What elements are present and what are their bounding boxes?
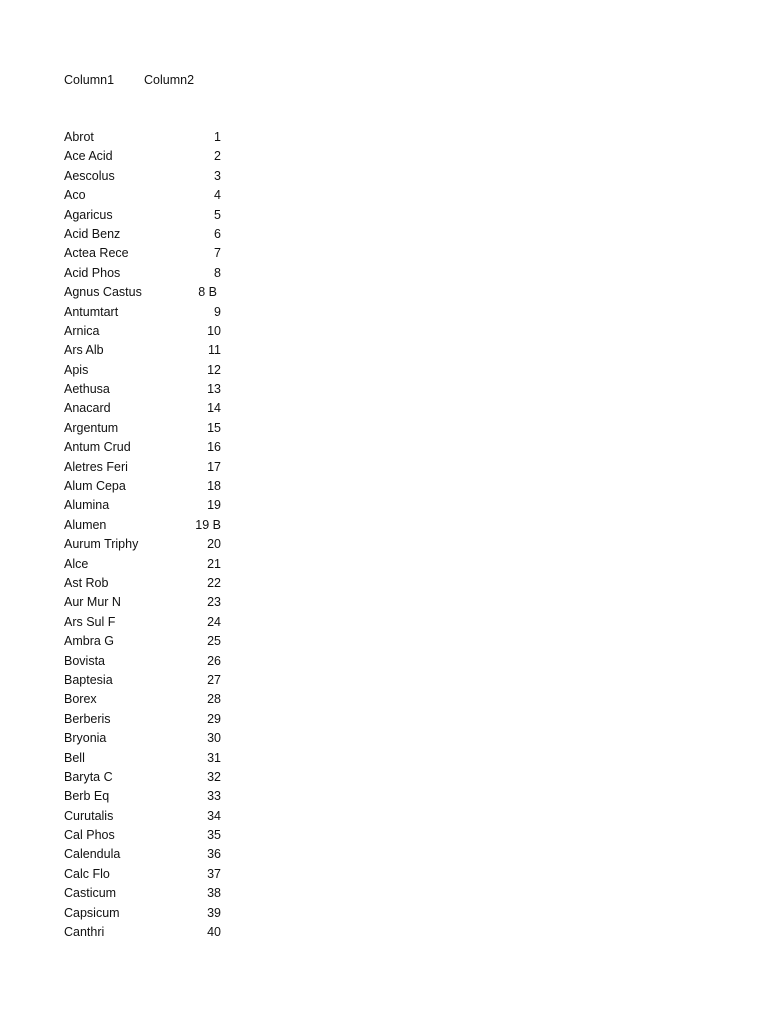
column2-header: Column2	[144, 73, 195, 87]
remedy-name-cell: Anacard	[64, 401, 111, 416]
remedy-name-cell: Aco	[64, 188, 86, 203]
number-cell: 12	[207, 362, 221, 377]
table-row	[64, 322, 224, 341]
table-row	[64, 884, 224, 903]
remedy-name-cell: Aurum Triphy	[64, 537, 139, 552]
table-row	[64, 729, 224, 748]
remedy-name-cell: Baryta C	[64, 769, 113, 784]
remedy-name-cell: Agaricus	[64, 207, 113, 222]
table-row	[64, 303, 224, 322]
remedy-name-cell: Ast Rob	[64, 575, 109, 590]
number-cell: 5	[214, 207, 221, 222]
remedy-name-cell: Aethusa	[64, 382, 110, 397]
table-row	[64, 283, 224, 302]
remedy-name-cell: Apis	[64, 362, 89, 377]
number-cell: 13	[207, 382, 221, 397]
table-row	[64, 671, 224, 690]
number-cell: 10	[207, 323, 221, 338]
remedy-name-cell: Ambra G	[64, 634, 115, 649]
number-cell: 1	[214, 130, 221, 144]
remedy-name-cell: Bryonia	[64, 731, 107, 746]
table-row	[64, 535, 224, 554]
number-cell: 17	[207, 459, 221, 474]
number-cell: 18	[207, 479, 221, 494]
table-row	[64, 710, 224, 729]
number-cell: 11	[208, 343, 221, 358]
number-cell: 2	[214, 149, 221, 164]
remedy-name-cell: Argentum	[64, 420, 119, 435]
number-cell: 21	[207, 556, 221, 571]
table-row	[64, 206, 224, 225]
remedy-name-cell: Ars Sul F	[64, 614, 116, 629]
remedy-name-cell: Aur Mur N	[64, 595, 121, 610]
remedy-name-cell: Alumina	[64, 498, 110, 513]
remedy-name-cell: Acid Phos	[64, 265, 121, 280]
number-cell: 37	[207, 866, 221, 881]
table-row	[64, 845, 224, 864]
number-cell: 36	[207, 847, 221, 862]
remedy-name-cell: Arnica	[64, 323, 100, 338]
remedy-name-cell: Alum Cepa	[64, 479, 126, 494]
number-cell: 28	[207, 692, 221, 707]
table-row	[64, 458, 224, 477]
table-row	[64, 574, 224, 593]
table-row	[64, 264, 224, 283]
number-cell: 32	[207, 769, 221, 784]
table-row	[64, 768, 224, 787]
remedy-name-cell: Antum Crud	[64, 440, 131, 455]
table-row	[64, 186, 224, 205]
number-cell: 38	[207, 886, 221, 901]
table-row	[64, 749, 224, 768]
table-row	[64, 147, 224, 166]
remedy-name-cell: Alumen	[64, 517, 107, 532]
remedy-name-cell: Ace Acid	[64, 149, 113, 164]
table-row	[64, 167, 224, 186]
table-row	[64, 128, 224, 147]
table-row	[64, 477, 224, 496]
number-cell: 35	[207, 828, 221, 843]
table-row	[64, 593, 224, 612]
number-cell: 27	[207, 672, 221, 687]
number-cell: 31	[207, 750, 221, 765]
remedy-name-cell: Berberis	[64, 711, 111, 726]
number-cell: 15	[207, 420, 221, 435]
number-cell: 3	[214, 168, 221, 183]
table-row	[64, 496, 224, 515]
remedy-name-cell: Calc Flo	[64, 866, 110, 881]
table-row	[64, 341, 224, 360]
number-cell: 7	[214, 246, 221, 261]
number-cell: 24	[207, 614, 221, 629]
remedy-name-cell: Berb Eq	[64, 789, 110, 804]
table-row	[64, 419, 224, 438]
number-cell: 22	[207, 575, 221, 590]
table-row	[64, 690, 224, 709]
remedy-name-cell: Cal Phos	[64, 828, 115, 843]
table-row	[64, 826, 224, 845]
table-row	[64, 787, 224, 806]
number-cell: 16	[207, 440, 221, 455]
number-cell: 8 B	[198, 285, 217, 300]
remedy-name-cell: Baptesia	[64, 672, 113, 687]
remedy-name-cell: Aletres Feri	[64, 459, 128, 474]
remedy-name-cell: Curutalis	[64, 808, 114, 823]
number-cell: 34	[207, 808, 221, 823]
header-row	[64, 71, 264, 89]
data-table	[64, 128, 224, 942]
table-row	[64, 244, 224, 263]
remedy-name-cell: Capsicum	[64, 905, 120, 920]
remedy-name-cell: Canthri	[64, 925, 105, 940]
table-row	[64, 555, 224, 574]
remedy-name-cell: Aescolus	[64, 168, 115, 183]
remedy-name-cell: Actea Rece	[64, 246, 129, 261]
table-row	[64, 516, 224, 535]
table-row	[64, 807, 224, 826]
number-cell: 33	[207, 789, 221, 804]
number-cell: 20	[207, 537, 221, 552]
number-cell: 9	[214, 304, 221, 319]
table-row	[64, 632, 224, 651]
remedy-name-cell: Antumtart	[64, 304, 119, 319]
table-row	[64, 923, 224, 942]
table-row	[64, 613, 224, 632]
number-cell: 4	[214, 188, 221, 203]
number-cell: 23	[207, 595, 221, 610]
remedy-name-cell: Bovista	[64, 653, 105, 668]
number-cell: 40	[207, 925, 221, 940]
table-row	[64, 399, 224, 418]
number-cell: 26	[207, 653, 221, 668]
remedy-name-cell: Acid Benz	[64, 226, 121, 241]
table-row	[64, 438, 224, 457]
remedy-name-cell: Ars Alb	[64, 343, 104, 358]
table-row	[64, 904, 224, 923]
remedy-name-cell: Bell	[64, 750, 85, 765]
number-cell: 39	[207, 905, 221, 920]
table-row	[64, 652, 224, 671]
number-cell: 19 B	[195, 517, 221, 532]
number-cell: 19	[207, 498, 221, 513]
table-row	[64, 380, 224, 399]
table-row	[64, 361, 224, 380]
number-cell: 25	[207, 634, 221, 649]
number-cell: 8	[214, 265, 221, 280]
remedy-name-cell: Calendula	[64, 847, 121, 862]
remedy-name-cell: Abrot	[64, 130, 94, 144]
table-row	[64, 225, 224, 244]
number-cell: 6	[214, 226, 221, 241]
remedy-name-cell: Casticum	[64, 886, 117, 901]
remedy-name-cell: Borex	[64, 692, 97, 707]
number-cell: 29	[207, 711, 221, 726]
remedy-name-cell: Alce	[64, 556, 89, 571]
table-row	[64, 865, 224, 884]
number-cell: 30	[207, 731, 221, 746]
number-cell: 14	[207, 401, 221, 416]
column1-header: Column1	[64, 73, 115, 87]
remedy-name-cell: Agnus Castus	[64, 285, 142, 300]
